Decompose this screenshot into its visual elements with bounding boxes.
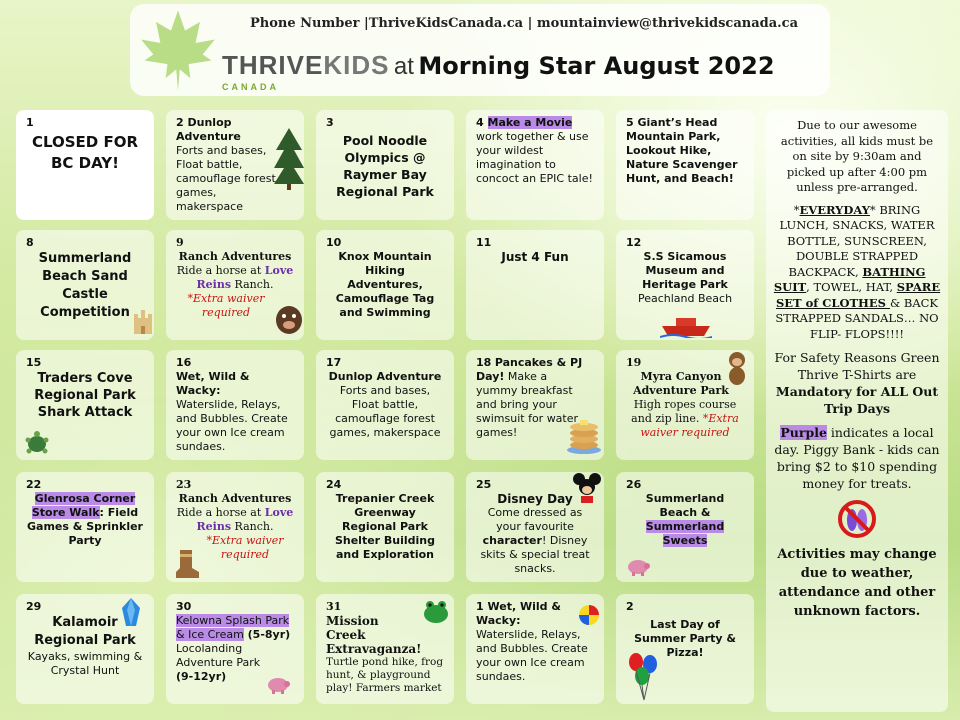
waiver-note: *Extra waiver required [206,534,284,561]
day-activity-title: Ranch Adventures [178,492,292,505]
day-cell-3 [316,110,454,220]
day-activity-desc-end: ! Disney skits & special treat snacks. [480,534,590,575]
day-activity-desc: work together & use your wildest imagination to concoct an EPIC tale! [476,130,593,185]
frog-icon [422,598,450,624]
day-cell-10 [316,230,454,340]
boat-icon [660,316,712,338]
day-activity: Pool Noodle Olympics @ Raymer Bay Regional Park [336,133,434,199]
day-activity-title: Wet, Wild & Wacky: [176,370,250,397]
day-cell-17 [316,350,454,460]
packing-items-end: & BACK STRAPPED SANDALS… NO FLIP- FLOPS!!!! [775,295,939,341]
ranch-name: Love Reins [196,264,294,291]
packing-list [772,203,942,343]
day-activity: CLOSED FOR BC DAY! [31,133,139,172]
day-cell-26 [616,472,754,582]
day-activity-desc: Forts and bases, Float battle, camouflage forest games, makerspace [176,144,276,213]
safety-note [772,349,942,417]
waiver-note: *Extra waiver required [640,412,739,439]
day-cell-29 [16,594,154,704]
day-activity-desc: : Field Games & Sprinkler Party [27,506,143,547]
day-activity-desc: Locolanding Adventure Park [176,642,261,669]
day-number: 1 [26,116,34,129]
day-number: 5 [626,116,634,129]
day-cell-23 [166,472,304,582]
day-activity-title: Myra Canyon Adventure Park [633,370,729,397]
day-number: 10 [326,236,342,249]
crystal-icon [118,598,144,628]
day-number: 22 [26,478,42,491]
day-cell-30 [166,594,304,704]
safety-text: For Safety Reasons Green Thrive T-Shirts are [774,350,940,382]
pancakes-icon [566,412,602,454]
day-cell-sep-2 [616,594,754,704]
day-activity-desc-bold: character [482,534,542,547]
day-number: 31 [326,600,342,613]
day-activity-title: Kalamoir Regional Park [34,615,136,648]
ranch-name: Love Reins [196,506,294,533]
packing-items: * BRING LUNCH, SNACKS, WATER BOTTLE, SUNSCREEN, DOUBLE STRAPPED BACKPACK, [779,202,935,279]
brand-canada: CANADA [222,82,279,92]
day-number: 26 [626,478,642,491]
no-flip-flops-icon [837,499,877,539]
schedule-note: Due to our awesome activities, all kids must be on site by 9:30am and picked up after 4:00 pm unless pre-arranged. [780,118,934,194]
day-activity-desc: Waterslide, Relays, and Bubbles. Create your own Ice cream sundaes. [476,628,588,683]
day-number: 23 [176,478,192,491]
day-number: 24 [326,478,342,491]
safety-mandatory: Mandatory for ALL Out Trip Days [775,384,939,416]
day-activity: Trepanier Creek Greenway Regional Park Shelter Building and Exploration [334,492,436,561]
balloons-icon [626,652,662,702]
day-activity-title: Make a Movie [487,116,573,129]
day-activity-desc: Turtle pond hike, frog hunt, & playground play! Farmers market [326,656,444,694]
day-activity-title: S.S Sicamous Museum and Heritage Park [642,250,728,291]
legend-text: indicates a local day. Piggy Bank - kids can bring $2 to $10 spending money for treats. [774,425,940,491]
day-number: 8 [26,236,34,249]
day-cell-2 [166,110,304,220]
sand-castle-icon [132,308,154,334]
mickey-icon [572,472,602,504]
age-range-older: (9-12yr) [176,670,227,683]
day-activity: Last Day of Summer Party & Pizza! [634,618,736,659]
day-cell-11 [466,230,604,340]
day-number: 11 [476,236,492,249]
maple-leaf-icon [132,6,224,94]
legend-note [772,424,942,492]
day-activity-title: Glenrosa Corner Store Walk [31,492,136,519]
day-activity: Just 4 Fun [501,250,569,264]
day-activity-title: Dunlop Adventure [328,370,442,383]
pig-icon [274,302,304,336]
day-cell-8 [16,230,154,340]
day-activity-desc: Ride a horse at [176,264,265,277]
day-activity: Knox Mountain Hiking Adventures, Camouflage Tag and Swimming [335,250,435,319]
day-number: 25 [476,478,492,491]
day-number: 18 [476,356,492,369]
day-cell-19 [616,350,754,460]
day-activity-desc-end: Ranch. [231,520,274,533]
day-cell-9 [166,230,304,340]
day-activity-desc: Ride a horse at [176,506,265,519]
day-activity-desc: Make a yummy breakfast and bring your swimsuit for water games! [476,370,579,439]
day-cell-18 [466,350,604,460]
packing-spare-clothes: SPARE SET of CLOTHES [775,280,941,310]
day-cell-1 [16,110,154,220]
day-activity-title: Kelowna Splash Park & Ice Cream [176,614,290,641]
day-number: 30 [176,600,192,613]
age-range-young: (5-8yr) [243,628,291,641]
day-cell-25 [466,472,604,582]
day-number: 17 [326,356,342,369]
day-activity: Summerland Beach Sand Castle Competition [38,251,132,320]
day-number: 16 [176,356,192,369]
day-activity: Giant’s Head Mountain Park, Lookout Hike, Nature Scavenger Hunt, and Beach! [626,116,738,185]
brand-at: at [393,53,414,80]
day-number: 15 [26,356,42,369]
day-activity-desc: Come dressed as your favourite [487,506,583,533]
beach-ball-icon [578,604,600,626]
day-number: 2 [626,600,634,613]
day-cell-4 [466,110,604,220]
day-activity-title: Ranch Adventures [178,250,292,263]
day-cell-16 [166,350,304,460]
day-activity-title: Disney Day [497,492,573,506]
monkey-icon [722,350,752,386]
page-title: Morning Star August 2022 [418,52,775,80]
day-number: 12 [626,236,642,249]
piggy-bank-icon [626,556,650,576]
brand-kids: KIDS [323,50,390,80]
day-activity-title: Wet, Wild & Wacky: [476,600,561,627]
pine-tree-icon [274,128,304,190]
contact-info: Phone Number |ThriveKidsCanada.ca | mountainview@thrivekidscanada.ca [250,16,799,31]
day-number: 2 [176,116,184,129]
waiver-note: *Extra waiver required [187,292,265,319]
brand-title [222,50,775,81]
packing-prefix: * [793,202,800,217]
day-cell-5 [616,110,754,220]
day-number: 3 [326,116,334,129]
day-activity-desc: Forts and bases, Float battle, camouflage forest games, makerspace [329,384,441,439]
day-number: 1 [476,600,484,613]
day-number: 19 [626,356,642,369]
packing-everyday: EVERYDAY [799,202,870,217]
day-cell-12 [616,230,754,340]
day-cell-24 [316,472,454,582]
day-activity: Traders Cove Regional Park Shark Attack [34,371,136,420]
day-cell-15 [16,350,154,460]
day-activity-desc: High ropes course and zip line. [631,398,737,425]
day-activity-title: Pancakes & PJ Day! [476,356,583,383]
day-activity-desc: Peachland Beach [637,292,733,305]
info-sidebar [766,110,948,712]
cowboy-boot-icon [172,548,200,580]
day-activity-title: Mission Creek Extravaganza! [326,614,422,656]
day-activity-desc-end: Ranch. [231,278,274,291]
legend-purple: Purple [780,425,827,440]
change-warning: Activities may change due to weather, attendance and other unknown factors. [777,547,937,619]
day-cell-22 [16,472,154,582]
day-activity-local: Summerland Sweets [645,520,725,547]
brand-thrive: THRIVE [222,50,324,80]
turtle-icon [24,430,50,456]
packing-bathing-suit: BATHING SUIT [773,264,926,294]
day-activity-desc: Kayaks, swimming & Crystal Hunt [27,650,143,677]
day-activity: Summerland Beach & [645,492,725,519]
day-number: 29 [26,600,42,613]
day-number: 9 [176,236,184,249]
packing-items-mid: , TOWEL, HAT, [806,280,897,294]
day-cell-31 [316,594,454,704]
day-cell-sep-1 [466,594,604,704]
piggy-bank-icon [266,674,290,694]
day-activity-desc: Waterslide, Relays, and Bubbles. Create your own Ice cream sundaes. [176,398,288,453]
day-number: 4 [476,116,484,129]
day-activity-title: Dunlop Adventure [176,116,241,143]
